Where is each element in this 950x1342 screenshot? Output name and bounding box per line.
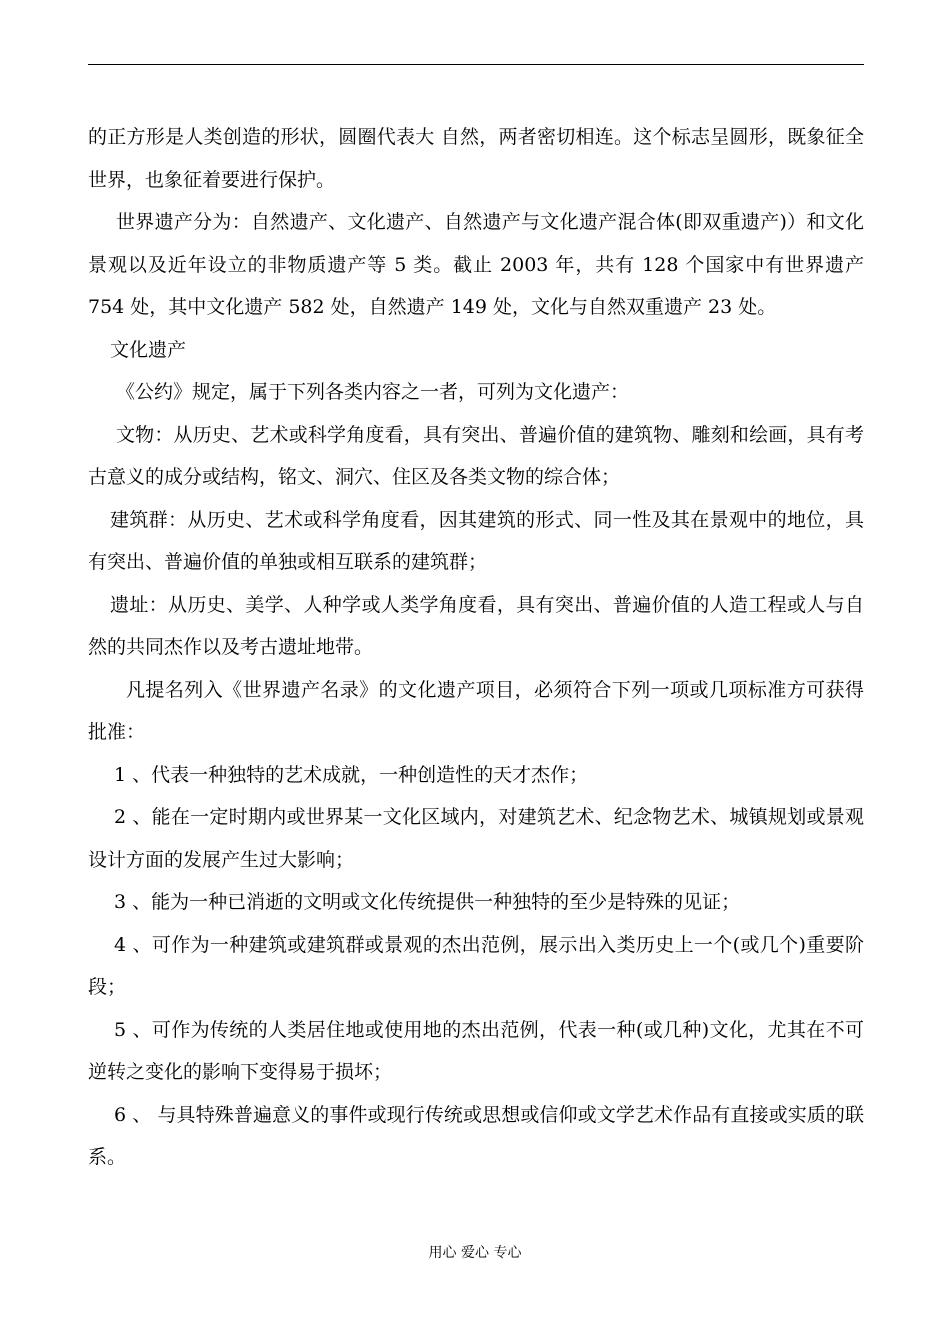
- paragraph-convention-definition: 《公约》规定，属于下列各类内容之一者，可列为文化遗产：: [116, 381, 630, 403]
- criterion-6: 6 、 与具特殊普遍意义的事件或现行传统或思想或信仰或文学艺术作品有直接或实质的联系。: [88, 1103, 864, 1168]
- paragraph-emblem-meaning: 的正方形是人类创造的形状，圆圈代表大 自然，两者密切相连。这个标志呈圆形，既象征全世界，也象征着要进行保护。: [88, 126, 864, 191]
- page-footer: 用心 爱心 专心: [428, 1245, 522, 1261]
- criterion-4: 4 、可作为一种建筑或建筑群或景观的杰出范例，展示出入类历史上一个(或几个)重要阶段；: [88, 933, 864, 998]
- header-rule: [88, 64, 864, 65]
- criterion-2: 2 、能在一定时期内或世界某一文化区域内，对建筑艺术、纪念物艺术、城镇规划或景观设计方面的发展产生过大影响；: [88, 806, 864, 871]
- criterion-5: 5 、可作为传统的人类居住地或使用地的杰出范例，代表一种(或几种)文化，尤其在不可逆转之变化的影响下变得易于损坏；: [88, 1018, 864, 1083]
- criterion-1: 1 、代表一种独特的艺术成就，一种创造性的天才杰作；: [114, 763, 589, 786]
- criterion-3: 3 、能为一种已消逝的文明或文化传统提供一种独特的至少是特殊的见证；: [114, 891, 741, 913]
- paragraph-monuments: 文物：从历史、艺术或科学角度看，具有突出、普遍价值的建筑物、雕刻和绘画，具有考古意义的成分或结构，铭文、洞穴、住区及各类文物的综合体；: [88, 423, 864, 488]
- paragraph-nomination-criteria: 凡提名列入《世界遗产名录》的文化遗产项目，必须符合下列一项或几项标准方可获得批准：: [88, 678, 864, 743]
- paragraph-sites: 遗址：从历史、美学、人种学或人类学角度看，具有突出、普遍价值的人造工程或人与自然的共同杰作以及考古遗址地带。: [88, 593, 864, 658]
- document-body: [88, 116, 864, 1179]
- section-heading-cultural-heritage: 文化遗产: [110, 338, 187, 361]
- paragraph-heritage-categories: 世界遗产分为：自然遗产、文化遗产、自然遗产与文化遗产混合体(即双重遗产)）和文化景观以及近年设立的非物质遗产等 5 类。截止 2003 年，共有 128 个国家中有世界遗产 754 处，其中文化遗产 582 处，自然遗产 149 处，文化与自然双重遗产 23 处。: [88, 211, 864, 318]
- paragraph-groups-of-buildings: 建筑群：从历史、艺术或科学角度看，因其建筑的形式、同一性及其在景观中的地位，具有突出、普遍价值的单独或相互联系的建筑群；: [88, 508, 864, 573]
